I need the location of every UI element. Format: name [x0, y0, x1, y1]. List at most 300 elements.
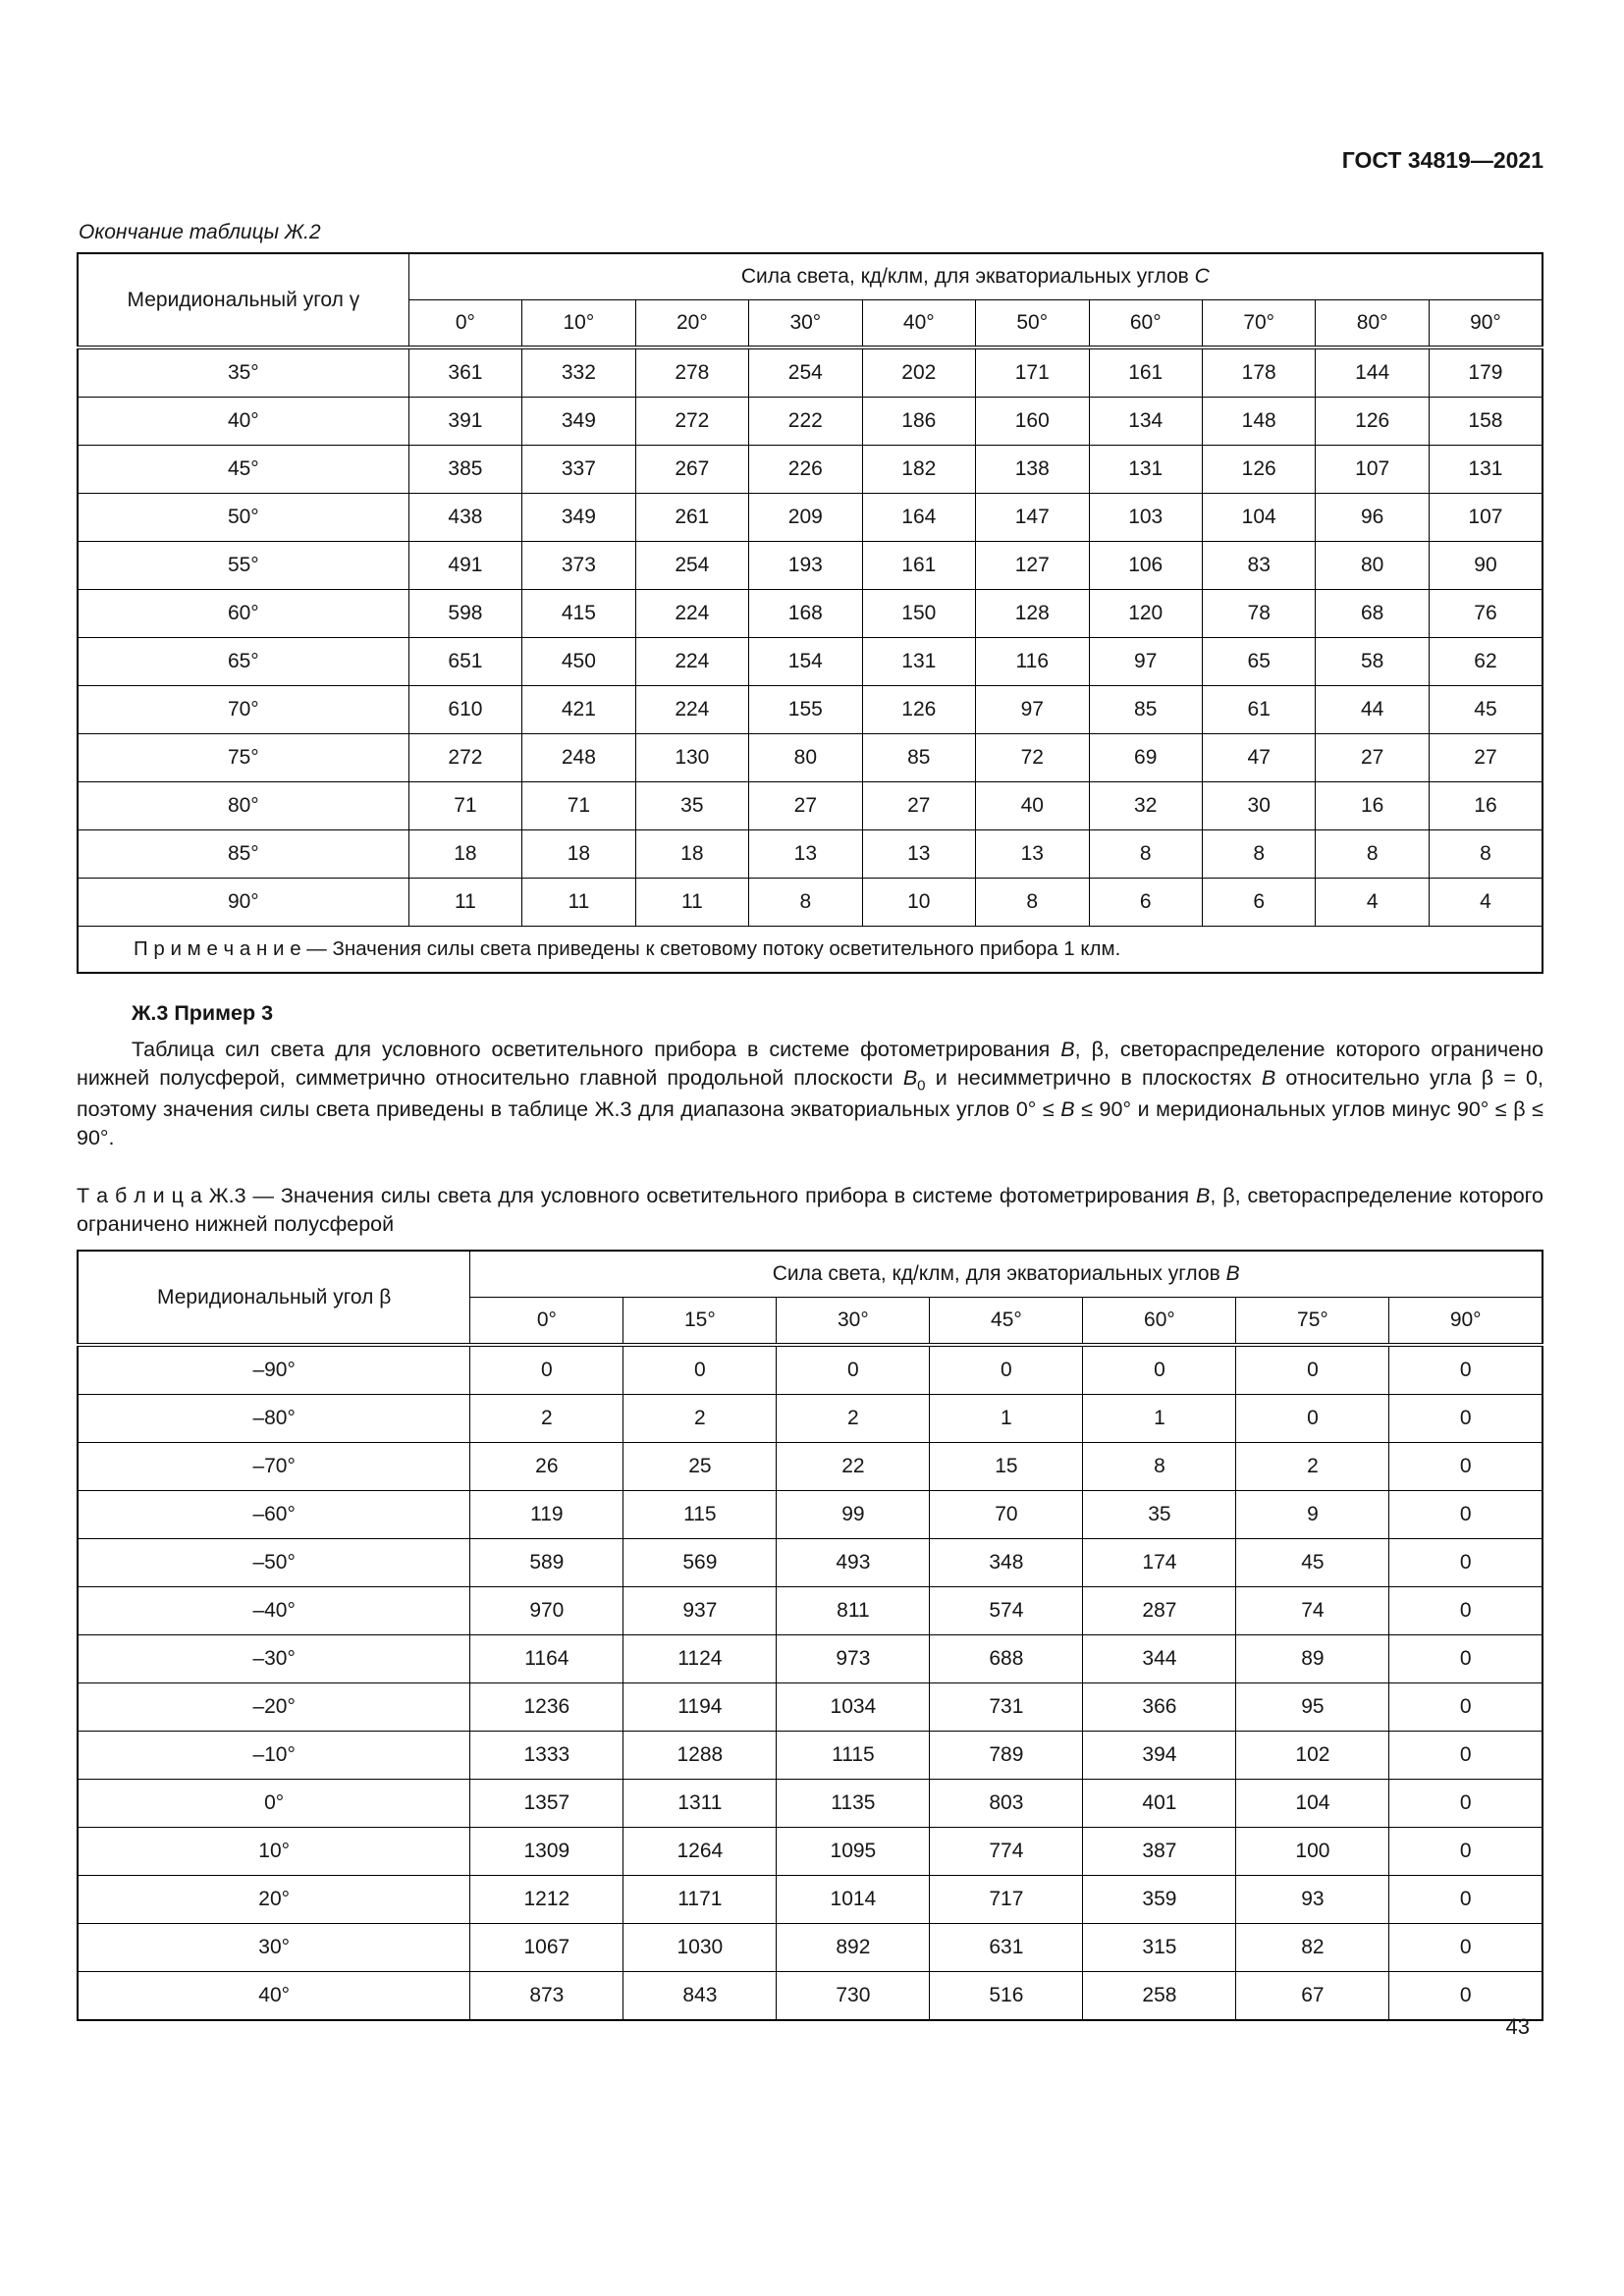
value-cell: 15: [930, 1443, 1083, 1491]
value-cell: 361: [408, 347, 521, 398]
value-cell: 116: [976, 638, 1089, 686]
value-cell: 0: [1389, 1876, 1543, 1924]
table-row: [78, 1732, 1543, 1780]
value-cell: 0: [1236, 1345, 1389, 1395]
value-cell: 10: [862, 879, 975, 927]
value-cell: 131: [1089, 446, 1202, 494]
table-zh2: [77, 252, 1543, 974]
value-cell: 1014: [777, 1876, 930, 1924]
value-cell: 126: [862, 686, 975, 734]
value-cell: 803: [930, 1780, 1083, 1828]
value-cell: 730: [777, 1972, 930, 2021]
value-cell: 8: [749, 879, 862, 927]
value-cell: 1333: [470, 1732, 623, 1780]
doc-number: ГОСТ 34819—2021: [1341, 147, 1543, 173]
value-cell: 731: [930, 1683, 1083, 1732]
value-cell: 18: [635, 830, 748, 879]
row-header-cell: 20°: [78, 1876, 470, 1924]
row-header-cell: –50°: [78, 1539, 470, 1587]
value-cell: 0: [1389, 1828, 1543, 1876]
row-header-cell: –70°: [78, 1443, 470, 1491]
value-cell: 80: [749, 734, 862, 782]
value-cell: 18: [408, 830, 521, 879]
value-cell: 209: [749, 494, 862, 542]
value-cell: 258: [1083, 1972, 1236, 2021]
value-cell: 130: [635, 734, 748, 782]
value-cell: 27: [749, 782, 862, 830]
column-header-cell: 90°: [1429, 300, 1543, 348]
value-cell: 287: [1083, 1587, 1236, 1635]
value-cell: 26: [470, 1443, 623, 1491]
row-header-cell: 65°: [78, 638, 408, 686]
value-cell: 89: [1236, 1635, 1389, 1683]
table-zh3-header: [78, 1251, 1543, 1345]
value-cell: 44: [1316, 686, 1429, 734]
value-cell: 126: [1316, 398, 1429, 446]
value-cell: 68: [1316, 590, 1429, 638]
value-cell: 843: [623, 1972, 777, 2021]
value-cell: 937: [623, 1587, 777, 1635]
value-cell: 93: [1236, 1876, 1389, 1924]
column-header-cell: 0°: [408, 300, 521, 348]
value-cell: 1164: [470, 1635, 623, 1683]
table-zh2-body: [78, 347, 1543, 927]
column-header-cell: 15°: [623, 1298, 777, 1346]
value-cell: 160: [976, 398, 1089, 446]
value-cell: 103: [1089, 494, 1202, 542]
table-row: [78, 398, 1543, 446]
value-cell: 1311: [623, 1780, 777, 1828]
value-cell: 115: [623, 1491, 777, 1539]
value-cell: 78: [1202, 590, 1315, 638]
value-cell: 1034: [777, 1683, 930, 1732]
column-header-cell: 45°: [930, 1298, 1083, 1346]
table-row: [78, 830, 1543, 879]
value-cell: 4: [1429, 879, 1543, 927]
row-header-cell: 75°: [78, 734, 408, 782]
value-cell: 970: [470, 1587, 623, 1635]
value-cell: 147: [976, 494, 1089, 542]
value-cell: 1124: [623, 1635, 777, 1683]
row-header-cell: 90°: [78, 879, 408, 927]
value-cell: 16: [1429, 782, 1543, 830]
row-header-cell: 35°: [78, 347, 408, 398]
value-cell: 62: [1429, 638, 1543, 686]
value-cell: 0: [1389, 1683, 1543, 1732]
value-cell: 128: [976, 590, 1089, 638]
table-row: [78, 638, 1543, 686]
value-cell: 69: [1089, 734, 1202, 782]
value-cell: 450: [522, 638, 635, 686]
value-cell: 85: [862, 734, 975, 782]
value-cell: 0: [470, 1345, 623, 1395]
value-cell: 67: [1236, 1972, 1389, 2021]
row-header-cell: 85°: [78, 830, 408, 879]
value-cell: 1135: [777, 1780, 930, 1828]
value-cell: 182: [862, 446, 975, 494]
value-cell: 40: [976, 782, 1089, 830]
column-header-cell: 10°: [522, 300, 635, 348]
value-cell: 35: [1083, 1491, 1236, 1539]
value-cell: 104: [1202, 494, 1315, 542]
value-cell: 8: [1089, 830, 1202, 879]
value-cell: 0: [1389, 1635, 1543, 1683]
value-cell: 0: [1389, 1972, 1543, 2021]
value-cell: 8: [1429, 830, 1543, 879]
value-cell: 569: [623, 1539, 777, 1587]
row-header-cell: –10°: [78, 1732, 470, 1780]
value-cell: 1067: [470, 1924, 623, 1972]
value-cell: 11: [522, 879, 635, 927]
table-row: [78, 542, 1543, 590]
table-row: [78, 1780, 1543, 1828]
value-cell: 1095: [777, 1828, 930, 1876]
value-cell: 45: [1429, 686, 1543, 734]
value-cell: 0: [1236, 1395, 1389, 1443]
value-cell: 0: [930, 1345, 1083, 1395]
row-header-cell: –80°: [78, 1395, 470, 1443]
value-cell: 27: [862, 782, 975, 830]
value-cell: 2: [470, 1395, 623, 1443]
value-cell: 0: [777, 1345, 930, 1395]
value-cell: 415: [522, 590, 635, 638]
value-cell: 179: [1429, 347, 1543, 398]
value-cell: 0: [1389, 1587, 1543, 1635]
value-cell: 373: [522, 542, 635, 590]
table-zh3-body: [78, 1345, 1543, 2020]
table-row: [78, 734, 1543, 782]
value-cell: 873: [470, 1972, 623, 2021]
value-cell: 148: [1202, 398, 1315, 446]
column-header-cell: 80°: [1316, 300, 1429, 348]
value-cell: 27: [1316, 734, 1429, 782]
table-zh3-row-axis-header: Меридиональный угол β: [78, 1251, 470, 1345]
value-cell: 0: [1389, 1732, 1543, 1780]
value-cell: 47: [1202, 734, 1315, 782]
row-header-cell: –40°: [78, 1587, 470, 1635]
value-cell: 387: [1083, 1828, 1236, 1876]
row-header-cell: 45°: [78, 446, 408, 494]
section-zh3-heading: Ж.3 Пример 3: [132, 1001, 274, 1025]
table-zh2-header: [78, 253, 1543, 347]
value-cell: 349: [522, 494, 635, 542]
table-row: [78, 1345, 1543, 1395]
column-header-cell: 60°: [1089, 300, 1202, 348]
value-cell: 9: [1236, 1491, 1389, 1539]
value-cell: 100: [1236, 1828, 1389, 1876]
column-header-cell: 60°: [1083, 1298, 1236, 1346]
value-cell: 366: [1083, 1683, 1236, 1732]
value-cell: 401: [1083, 1780, 1236, 1828]
value-cell: 155: [749, 686, 862, 734]
row-header-cell: 0°: [78, 1780, 470, 1828]
value-cell: 186: [862, 398, 975, 446]
value-cell: 120: [1089, 590, 1202, 638]
value-cell: 385: [408, 446, 521, 494]
table-row: [78, 1972, 1543, 2021]
value-cell: 13: [749, 830, 862, 879]
column-header-cell: 50°: [976, 300, 1089, 348]
value-cell: 491: [408, 542, 521, 590]
value-cell: 11: [408, 879, 521, 927]
row-header-cell: 40°: [78, 398, 408, 446]
value-cell: 168: [749, 590, 862, 638]
value-cell: 83: [1202, 542, 1315, 590]
row-header-cell: –20°: [78, 1683, 470, 1732]
value-cell: 0: [623, 1345, 777, 1395]
value-cell: 25: [623, 1443, 777, 1491]
table-row: [78, 494, 1543, 542]
table-zh2-footer: [78, 927, 1543, 974]
column-header-cell: 0°: [470, 1298, 623, 1346]
value-cell: 134: [1089, 398, 1202, 446]
value-cell: 32: [1089, 782, 1202, 830]
table-row: [78, 686, 1543, 734]
value-cell: 85: [1089, 686, 1202, 734]
value-cell: 171: [976, 347, 1089, 398]
table-zh2-header-row-1: [78, 253, 1543, 300]
column-header-cell: 30°: [749, 300, 862, 348]
value-cell: 631: [930, 1924, 1083, 1972]
table-zh2-note: П р и м е ч а н и е — Значения силы света приведены к световому потоку осветительного прибора 1 клм.: [78, 927, 1543, 974]
column-header-cell: 75°: [1236, 1298, 1389, 1346]
row-header-cell: –30°: [78, 1635, 470, 1683]
value-cell: 174: [1083, 1539, 1236, 1587]
value-cell: 254: [749, 347, 862, 398]
value-cell: 222: [749, 398, 862, 446]
value-cell: 6: [1202, 879, 1315, 927]
value-cell: 421: [522, 686, 635, 734]
value-cell: 1: [1083, 1395, 1236, 1443]
column-header-cell: 20°: [635, 300, 748, 348]
value-cell: 22: [777, 1443, 930, 1491]
value-cell: 138: [976, 446, 1089, 494]
value-cell: 2: [623, 1395, 777, 1443]
value-cell: 359: [1083, 1876, 1236, 1924]
value-cell: 589: [470, 1539, 623, 1587]
value-cell: 1264: [623, 1828, 777, 1876]
value-cell: 272: [408, 734, 521, 782]
value-cell: 0: [1389, 1443, 1543, 1491]
row-header-cell: 80°: [78, 782, 408, 830]
value-cell: 1171: [623, 1876, 777, 1924]
table-zh3-caption: Т а б л и ц а Ж.3 — Значения силы света для условного осветительного прибора в системе фотометрирования B, β, светораспределение которого ограничено нижней полусферой: [77, 1183, 1543, 1236]
value-cell: 16: [1316, 782, 1429, 830]
value-cell: 107: [1316, 446, 1429, 494]
table-row: [78, 1443, 1543, 1491]
value-cell: 82: [1236, 1924, 1389, 1972]
table-row: [78, 1395, 1543, 1443]
value-cell: 6: [1089, 879, 1202, 927]
value-cell: 8: [1316, 830, 1429, 879]
value-cell: 717: [930, 1876, 1083, 1924]
value-cell: 70: [930, 1491, 1083, 1539]
table-row: [78, 1876, 1543, 1924]
value-cell: 1: [930, 1395, 1083, 1443]
value-cell: 97: [976, 686, 1089, 734]
column-header-cell: 40°: [862, 300, 975, 348]
value-cell: 61: [1202, 686, 1315, 734]
table-row: [78, 1924, 1543, 1972]
value-cell: 76: [1429, 590, 1543, 638]
table-row: [78, 1683, 1543, 1732]
table-row: [78, 1491, 1543, 1539]
value-cell: 154: [749, 638, 862, 686]
running-header: [77, 147, 1543, 174]
value-cell: 131: [1429, 446, 1543, 494]
section-zh3-paragraph: Таблица сил света для условного осветительного прибора в системе фотометрирования B, β, светораспределение которого ограничено нижней полусферой, симметрично относительно главной продольной плоскости $B_0$ и несимметрично в плоскостях B относительно угла β = 0, поэтому значения силы света приведены в таблице Ж.3 для диапазона экваториальных углов 0° ≤ B ≤ 90° и меридиональных углов минус 90° ≤ β ≤ 90°.: [77, 1038, 1543, 1150]
value-cell: 71: [408, 782, 521, 830]
value-cell: 0: [1389, 1539, 1543, 1587]
value-cell: 261: [635, 494, 748, 542]
value-cell: 0: [1389, 1491, 1543, 1539]
value-cell: 811: [777, 1587, 930, 1635]
table-row: [78, 590, 1543, 638]
value-cell: 391: [408, 398, 521, 446]
value-cell: 267: [635, 446, 748, 494]
value-cell: 202: [862, 347, 975, 398]
value-cell: 394: [1083, 1732, 1236, 1780]
value-cell: 348: [930, 1539, 1083, 1587]
value-cell: 224: [635, 638, 748, 686]
value-cell: 161: [1089, 347, 1202, 398]
value-cell: 99: [777, 1491, 930, 1539]
value-cell: 493: [777, 1539, 930, 1587]
value-cell: 126: [1202, 446, 1315, 494]
table-row: [78, 1828, 1543, 1876]
value-cell: 226: [749, 446, 862, 494]
value-cell: 0: [1389, 1780, 1543, 1828]
table-row: [78, 879, 1543, 927]
value-cell: 1194: [623, 1683, 777, 1732]
row-header-cell: 30°: [78, 1924, 470, 1972]
value-cell: 193: [749, 542, 862, 590]
row-header-cell: –60°: [78, 1491, 470, 1539]
value-cell: 97: [1089, 638, 1202, 686]
row-header-cell: –90°: [78, 1345, 470, 1395]
value-cell: 574: [930, 1587, 1083, 1635]
value-cell: 102: [1236, 1732, 1389, 1780]
value-cell: 30: [1202, 782, 1315, 830]
value-cell: 272: [635, 398, 748, 446]
row-header-cell: 40°: [78, 1972, 470, 2021]
value-cell: 1212: [470, 1876, 623, 1924]
page-number: 43: [1505, 2014, 1530, 2039]
value-cell: 1288: [623, 1732, 777, 1780]
value-cell: 1115: [777, 1732, 930, 1780]
value-cell: 164: [862, 494, 975, 542]
value-cell: 774: [930, 1828, 1083, 1876]
table-row: [78, 1635, 1543, 1683]
table-zh2-note-row: [78, 927, 1543, 974]
value-cell: 0: [1389, 1345, 1543, 1395]
value-cell: 344: [1083, 1635, 1236, 1683]
value-cell: 1030: [623, 1924, 777, 1972]
table-row: [78, 347, 1543, 398]
table-zh3-col-group-header: Сила света, кд/клм, для экваториальных углов B: [470, 1251, 1543, 1298]
value-cell: 144: [1316, 347, 1429, 398]
value-cell: 104: [1236, 1780, 1389, 1828]
value-cell: 332: [522, 347, 635, 398]
column-header-cell: 70°: [1202, 300, 1315, 348]
value-cell: 178: [1202, 347, 1315, 398]
row-header-cell: 10°: [78, 1828, 470, 1876]
table-zh3: [77, 1250, 1543, 2021]
value-cell: 127: [976, 542, 1089, 590]
value-cell: 337: [522, 446, 635, 494]
value-cell: 598: [408, 590, 521, 638]
row-header-cell: 55°: [78, 542, 408, 590]
table-zh3-header-row-1: [78, 1251, 1543, 1298]
value-cell: 248: [522, 734, 635, 782]
value-cell: 161: [862, 542, 975, 590]
value-cell: 107: [1429, 494, 1543, 542]
value-cell: 789: [930, 1732, 1083, 1780]
value-cell: 119: [470, 1491, 623, 1539]
value-cell: 224: [635, 686, 748, 734]
value-cell: 438: [408, 494, 521, 542]
value-cell: 95: [1236, 1683, 1389, 1732]
table-row: [78, 782, 1543, 830]
value-cell: 688: [930, 1635, 1083, 1683]
value-cell: 892: [777, 1924, 930, 1972]
value-cell: 106: [1089, 542, 1202, 590]
table-row: [78, 1539, 1543, 1587]
row-header-cell: 50°: [78, 494, 408, 542]
value-cell: 71: [522, 782, 635, 830]
table-row: [78, 446, 1543, 494]
value-cell: 150: [862, 590, 975, 638]
value-cell: 8: [976, 879, 1089, 927]
value-cell: 18: [522, 830, 635, 879]
table-zh2-row-axis-header: Меридиональный угол γ: [78, 253, 408, 347]
value-cell: 74: [1236, 1587, 1389, 1635]
value-cell: 2: [777, 1395, 930, 1443]
value-cell: 90: [1429, 542, 1543, 590]
value-cell: 516: [930, 1972, 1083, 2021]
value-cell: 610: [408, 686, 521, 734]
value-cell: 131: [862, 638, 975, 686]
table-zh2-continuation-caption: Окончание таблицы Ж.2: [79, 221, 321, 243]
value-cell: 96: [1316, 494, 1429, 542]
value-cell: 1236: [470, 1683, 623, 1732]
value-cell: 2: [1236, 1443, 1389, 1491]
value-cell: 80: [1316, 542, 1429, 590]
column-header-cell: 30°: [777, 1298, 930, 1346]
value-cell: 0: [1389, 1924, 1543, 1972]
value-cell: 973: [777, 1635, 930, 1683]
value-cell: 13: [862, 830, 975, 879]
value-cell: 58: [1316, 638, 1429, 686]
value-cell: 8: [1083, 1443, 1236, 1491]
column-header-cell: 90°: [1389, 1298, 1543, 1346]
value-cell: 158: [1429, 398, 1543, 446]
value-cell: 35: [635, 782, 748, 830]
value-cell: 27: [1429, 734, 1543, 782]
value-cell: 13: [976, 830, 1089, 879]
value-cell: 254: [635, 542, 748, 590]
table-row: [78, 1587, 1543, 1635]
value-cell: 278: [635, 347, 748, 398]
value-cell: 315: [1083, 1924, 1236, 1972]
value-cell: 1357: [470, 1780, 623, 1828]
value-cell: 4: [1316, 879, 1429, 927]
value-cell: 349: [522, 398, 635, 446]
value-cell: 11: [635, 879, 748, 927]
value-cell: 224: [635, 590, 748, 638]
table-zh2-col-group-header: Сила света, кд/клм, для экваториальных углов С: [408, 253, 1543, 300]
value-cell: 65: [1202, 638, 1315, 686]
